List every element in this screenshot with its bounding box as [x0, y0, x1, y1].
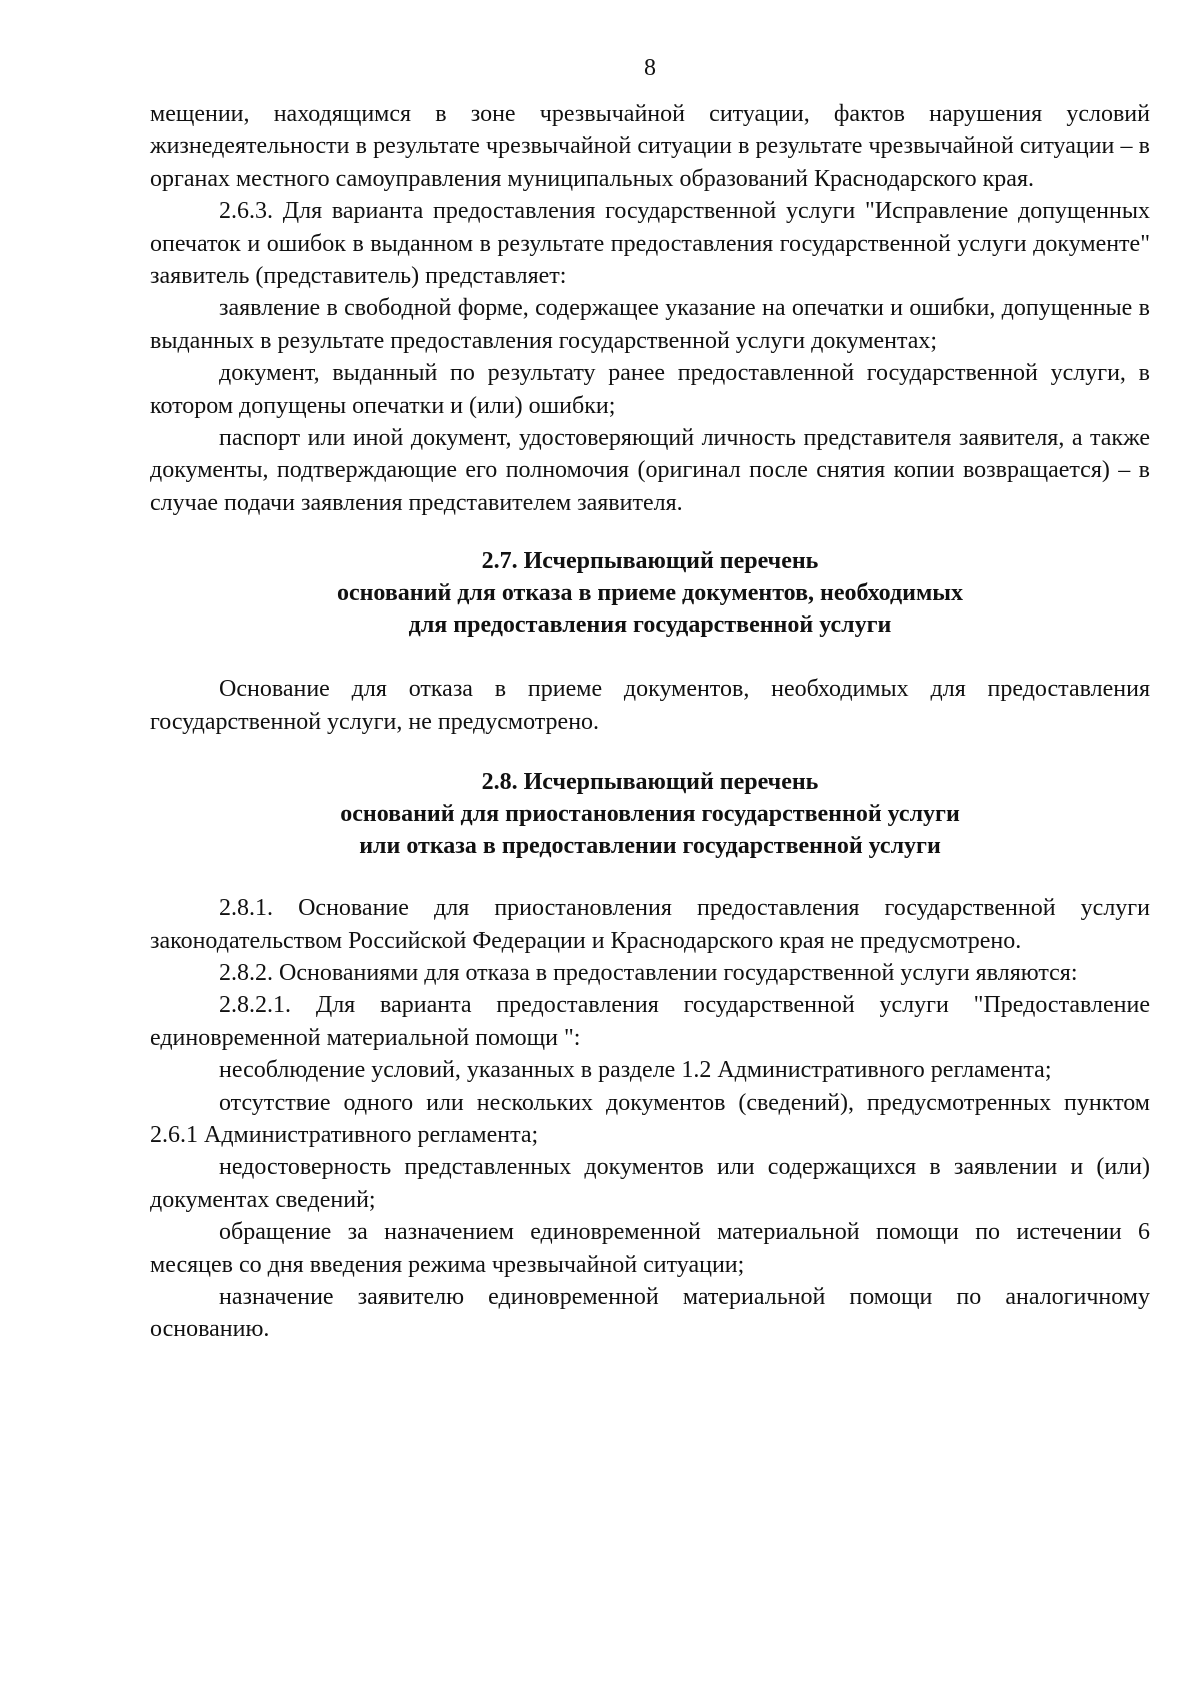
paragraph-2-8-1: 2.8.1. Основание для приостановления предоставления государственной услуги законодательством Российской Федерации и Краснодарского края не предусмотрено. [150, 895, 1150, 954]
paragraph-ground-unreliable-data: недостоверность представленных документов или содержащихся в заявлении и (или) документах сведений; [150, 1154, 1150, 1213]
paragraph-no-grounds-refusal: Основание для отказа в приеме документов, необходимых для предоставления государственной услуги, не предусмотрено. [150, 676, 1150, 735]
heading-line: 2.8. Исчерпывающий перечень [481, 769, 819, 796]
paragraph-2-8-2: 2.8.2. Основаниями для отказа в предоставлении государственной услуги являются: [219, 959, 1078, 986]
section-heading-2-7 [150, 545, 1150, 641]
heading-line: 2.7. Исчерпывающий перечень [481, 548, 819, 575]
section-heading-2-8 [150, 766, 1150, 862]
paragraph-application: заявление в свободной форме, содержащее указание на опечатки и ошибки, допущенные в выданных в результате предоставления государственной услуги документах; [150, 295, 1150, 354]
paragraph-passport: паспорт или иной документ, удостоверяющий личность представителя заявителя, а также документы, подтверждающие его полномочия (оригинал после снятия копии возвращается) – в случае подачи заявления представителем заявителя. [150, 425, 1150, 516]
heading-line: оснований для приостановления государственной услуги [340, 801, 960, 828]
paragraph-2-6-3: 2.6.3. Для варианта предоставления государственной услуги "Исправление допущенных опечаток и ошибок в выданном в результате предоставления государственной услуги документе" заявитель (представитель) представляет: [150, 198, 1150, 290]
heading-line: для предоставления государственной услуги [408, 612, 892, 639]
section-body-2-8 [150, 892, 1150, 1346]
paragraph-issued-document: документ, выданный по результату ранее предоставленной государственной услуги, в котором допущены опечатки и (или) ошибки; [150, 360, 1150, 419]
paragraph-2-8-2-1: 2.8.2.1. Для варианта предоставления государственной услуги "Предоставление единовременной материальной помощи ": [150, 992, 1150, 1051]
heading-line: или отказа в предоставлении государственной услуги [359, 833, 941, 860]
paragraph-continuation: мещении, находящимся в зоне чрезвычайной ситуации, фактов нарушения условий жизнедеятельности в результате чрезвычайной ситуации в результате чрезвычайной ситуации – в органах местного самоуправления муниципальных образований Краснодарского края. [150, 101, 1150, 192]
paragraph-ground-missing-documents: отсутствие одного или нескольких документов (сведений), предусмотренных пунктом 2.6.1 Административного регламента; [150, 1089, 1150, 1148]
page-number: 8 [644, 55, 656, 81]
paragraph-ground-late-application: обращение за назначением единовременной материальной помощи по истечении 6 месяцев со дня введения режима чрезвычайной ситуации; [150, 1219, 1150, 1278]
section-2-7 [150, 545, 1150, 738]
document-body [150, 98, 1150, 1346]
heading-line: оснований для отказа в приеме документов, необходимых [336, 580, 964, 607]
section-body-2-7 [150, 673, 1150, 738]
paragraph-ground-conditions: несоблюдение условий, указанных в разделе 1.2 Административного регламента; [219, 1057, 1052, 1084]
paragraph-ground-duplicate-assistance: назначение заявителю единовременной материальной помощи по аналогичному основанию. [150, 1283, 1150, 1343]
section-2-8 [150, 766, 1150, 1346]
